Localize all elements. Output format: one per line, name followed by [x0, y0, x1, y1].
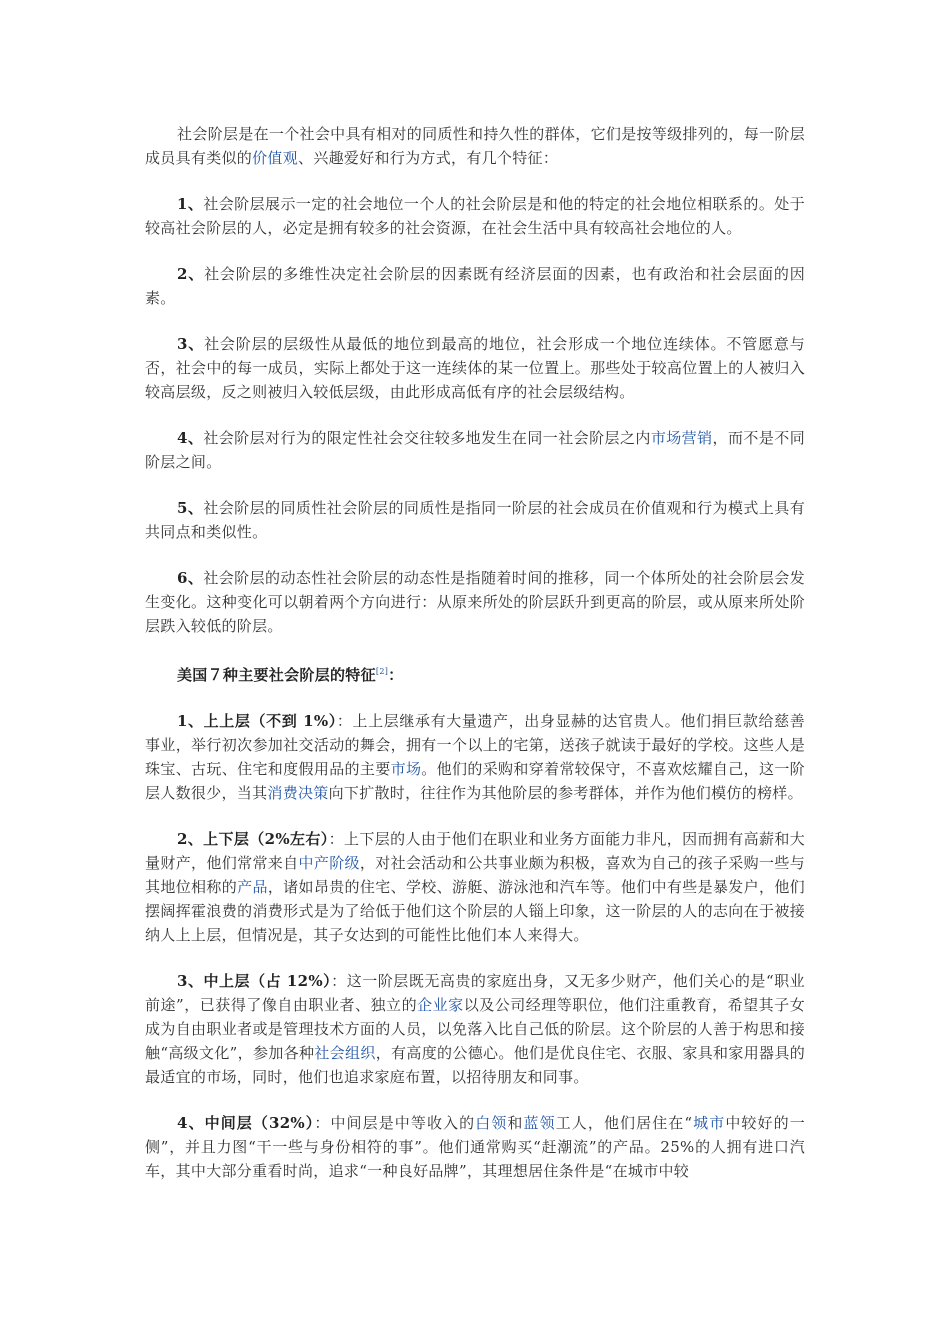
feature-paragraph-6	[145, 566, 805, 638]
text-run: 工人，他们居住在“	[555, 1114, 693, 1132]
text-run: ，对社会活动和公共事业颇为积极，喜欢为自己的孩子采购一些与其地位相称的	[145, 854, 805, 896]
section-heading	[145, 660, 805, 687]
inline-link[interactable]: 市场	[390, 760, 422, 778]
bold-text: 1、上上层（不到 1%）	[177, 712, 337, 730]
inline-link[interactable]: 蓝领	[523, 1114, 556, 1132]
bold-text: ：	[388, 666, 404, 684]
document-body	[145, 122, 805, 1205]
bold-text: 5、	[177, 499, 204, 517]
inline-link[interactable]: 社会组织	[314, 1044, 376, 1062]
text-run: ：中间层是中等收入的	[314, 1114, 476, 1132]
intro-paragraph	[145, 122, 805, 170]
bold-text: 6、	[177, 569, 204, 587]
bold-text: 4、	[177, 429, 204, 447]
inline-link[interactable]: 城市	[692, 1114, 726, 1132]
text-run: ，有高度的公德心。他们是优良住宅、衣服、家具和家用器具的最适宜的市场，同时，他们也追求家庭布置，以招待朋友和同事。	[145, 1044, 805, 1086]
feature-paragraph-5	[145, 496, 805, 544]
bold-text: 2、	[177, 265, 205, 283]
text-run: ，而不是不同阶层之间。	[145, 429, 806, 471]
inline-link[interactable]: 产品	[237, 878, 268, 896]
inline-link[interactable]: 白领	[475, 1114, 508, 1132]
text-run: 社会阶层的同质性社会阶层的同质性是指同一阶层的社会成员在价值观和行为模式上具有共同点和类似性。	[145, 499, 805, 541]
text-run: 社会阶层是在一个社会中具有相对的同质性和持久性的群体，它们是按等级排列的，每一阶层成员具有类似的	[145, 125, 805, 167]
bold-text: 3、	[177, 335, 205, 353]
text-run: 和	[507, 1114, 524, 1132]
class-paragraph-upper-upper	[145, 709, 805, 805]
text-run: 社会阶层的多维性决定社会阶层的因素既有经济层面的因素，也有政治和社会层面的因素。	[145, 265, 805, 307]
text-run: ：上下层的人由于他们在职业和业务方面能力非凡，因而拥有高薪和大量财产，他们常常来自	[145, 830, 805, 872]
feature-paragraph-3	[145, 332, 805, 404]
text-run: 社会阶层对行为的限定性社会交往较多地发生在同一社会阶层之内	[203, 429, 651, 447]
class-paragraph-middle	[145, 1111, 805, 1183]
inline-link[interactable]: 价值观	[252, 149, 299, 167]
class-paragraph-middle-upper	[145, 969, 805, 1089]
bold-text: 3、中上层（占 12%）	[177, 972, 332, 990]
bold-text: 2、上下层（2%左右）	[177, 830, 329, 848]
text-run: 社会阶层展示一定的社会地位一个人的社会阶层是和他的特定的社会地位相联系的。处于较高社会阶层的人，必定是拥有较多的社会资源，在社会生活中具有较高社会地位的人。	[145, 195, 805, 237]
text-run: 。他们的采购和穿着常较保守，不喜欢炫耀自己，这一阶层人数很少，当其	[145, 760, 805, 802]
inline-link[interactable]: 企业家	[417, 996, 464, 1014]
bold-text: 1、	[177, 195, 204, 213]
reference-link[interactable]: [2]	[375, 667, 389, 676]
text-run: ：这一阶层既无高贵的家庭出身，又无多少财产，他们关心的是“职业前途”，已获得了像自由职业者、独立的	[145, 972, 805, 1014]
text-run: 、兴趣爱好和行为方式，有几个特征：	[298, 149, 559, 167]
text-run: 社会阶层的层级性从最低的地位到最高的地位，社会形成一个地位连续体。不管愿意与否，社会中的每一成员，实际上都处于这一连续体的某一位置上。那些处于较高位置上的人被归入较高层级，反之则被归入较低层级，由此形成高低有序的社会层级结构。	[145, 335, 805, 401]
inline-link[interactable]: 消费决策	[267, 784, 329, 802]
inline-link[interactable]: 市场营销	[650, 429, 713, 447]
text-run: 以及公司经理等职位，他们注重教育，希望其子女成为自由职业者或是管理技术方面的人员，以免落入比自己低的阶层。这个阶层的人善于构思和接触“高级文化”，参加各种	[145, 996, 805, 1062]
text-run: 向下扩散时，往往作为其他阶层的参考群体，并作为他们模仿的榜样。	[328, 784, 803, 802]
inline-link[interactable]: 中产阶级	[298, 854, 360, 872]
feature-paragraph-2	[145, 262, 805, 310]
feature-paragraph-4	[145, 426, 805, 474]
text-run: 中较好的一侧”，并且力图“干一些与身份相符的事”。他们通常购买“赶潮流”的产品。25%的人拥有进口汽车，其中大部分重看时尚，追求“一种良好品牌”，其理想居住条件是“在城市中较	[145, 1114, 805, 1180]
text-run: ，诸如昂贵的住宅、学校、游艇、游泳池和汽车等。他们中有些是暴发户，他们摆阔挥霍浪费的消费形式是为了给低于他们这个阶层的人锱上印象，这一阶层的人的志向在于被接纳人上上层，但情况是，其子女达到的可能性比他们本人来得大。	[145, 878, 805, 944]
text-run: ：上上层继承有大量遗产，出身显赫的达官贵人。他们捐巨款给慈善事业，举行初次参加社交活动的舞会，拥有一个以上的宅第，送孩子就读于最好的学校。这些人是珠宝、古玩、住宅和度假用品的主要	[145, 712, 805, 778]
bold-text: 美国７种主要社会阶层的特征	[177, 666, 376, 684]
class-paragraph-upper-lower	[145, 827, 805, 947]
bold-text: 4、中间层（32%）	[177, 1114, 315, 1132]
feature-paragraph-1	[145, 192, 805, 240]
text-run: 社会阶层的动态性社会阶层的动态性是指随着时间的推移，同一个体所处的社会阶层会发生变化。这种变化可以朝着两个方向进行：从原来所处的阶层跃升到更高的阶层，或从原来所处阶层跌入较低的阶层。	[145, 569, 805, 635]
